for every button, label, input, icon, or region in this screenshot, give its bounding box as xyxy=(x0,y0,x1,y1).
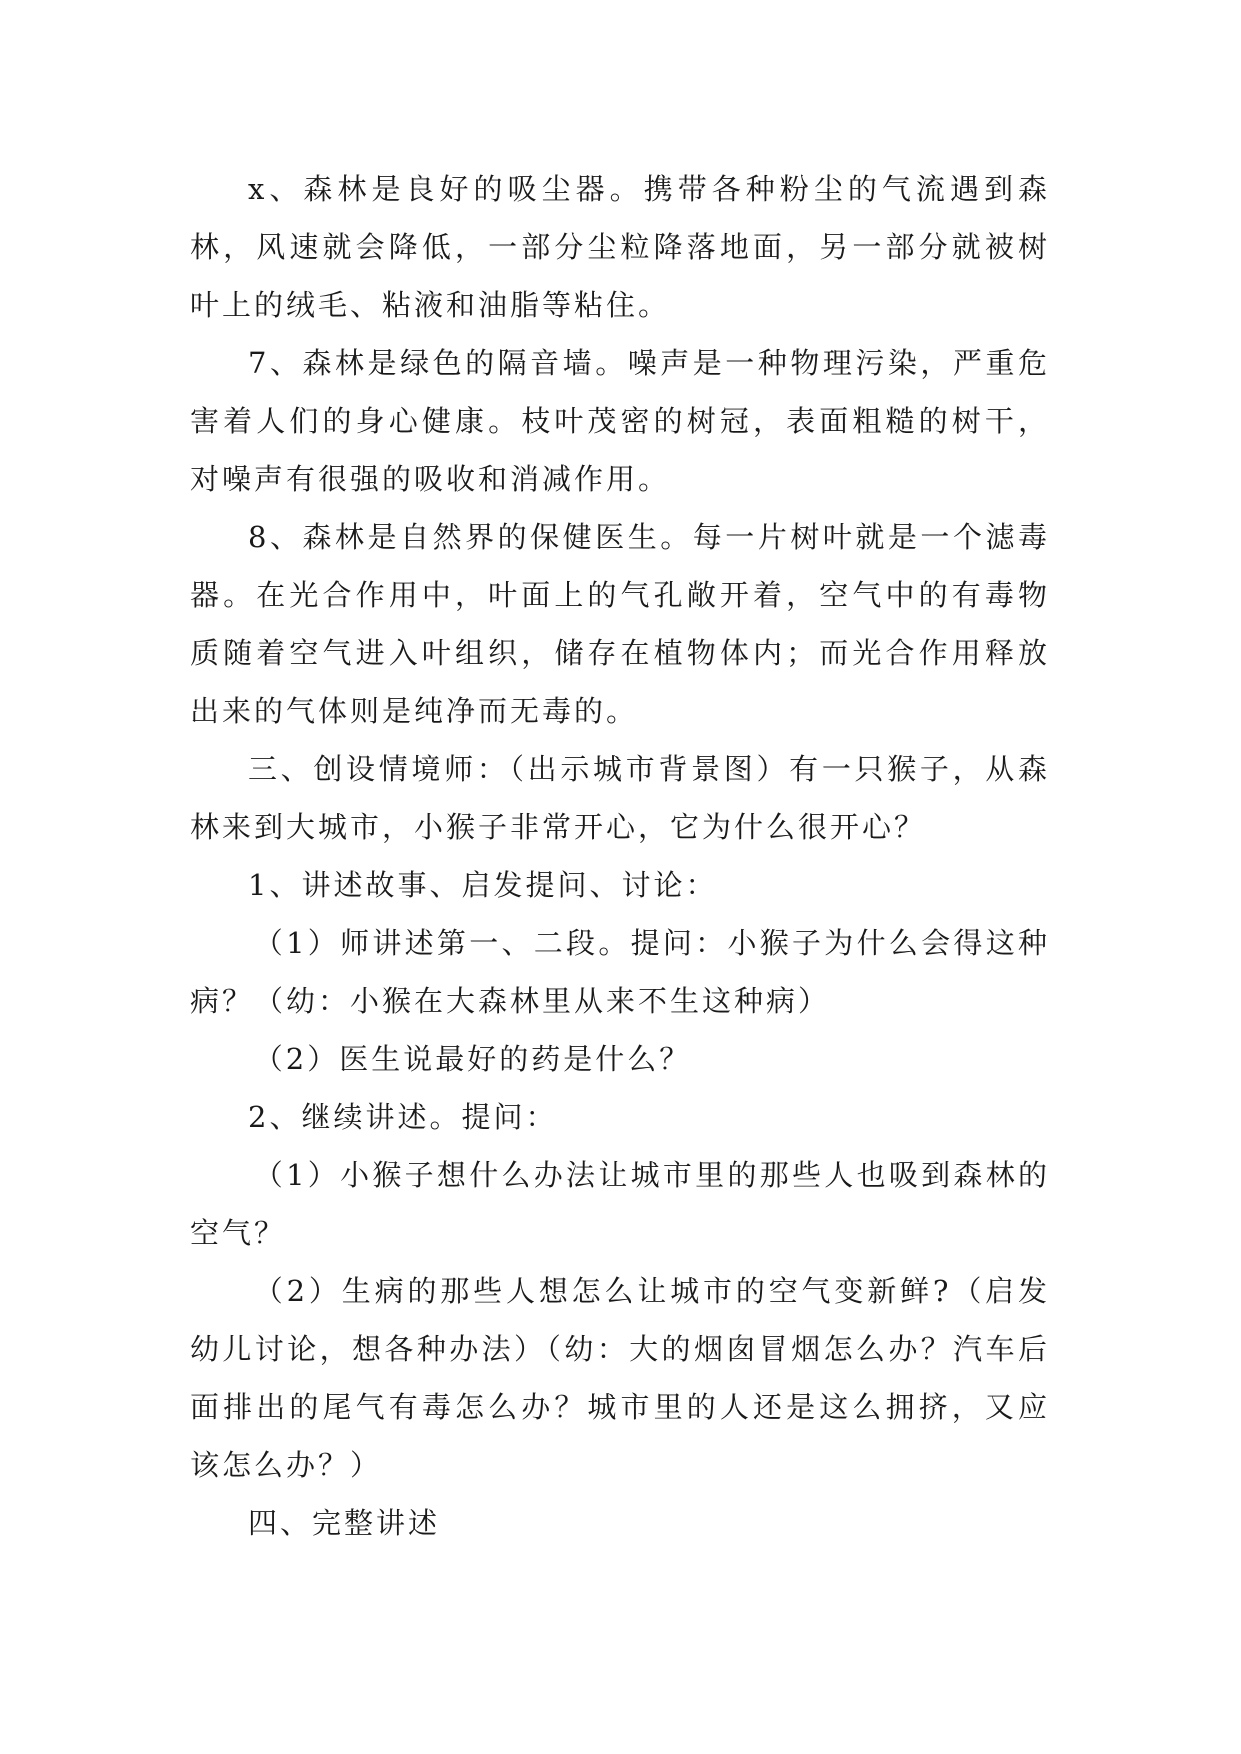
sub-item-question-3: （1）小猴子想什么办法让城市里的那些人也吸到森林的空气？ xyxy=(190,1158,1050,1250)
sub-item-question-1: （1）师讲述第一、二段。提问：小猴子为什么会得这种病？（幼：小猴在大森林里从来不生这种病） xyxy=(190,926,1050,1018)
list-item-continue: 2、继续讲述。提问： xyxy=(248,1100,558,1134)
section-heading-retell: 四、完整讲述 xyxy=(248,1506,441,1540)
list-item-story: 1、讲述故事、启发提问、讨论： xyxy=(248,868,718,902)
paragraph-sound-barrier: 7、森林是绿色的隔音墙。噪声是一种物理污染，严重危害着人们的身心健康。枝叶茂密的树冠，表面粗糙的树干，对噪声有很强的吸收和消减作用。 xyxy=(190,346,1050,496)
paragraph-dust-filter: x、森林是良好的吸尘器。携带各种粉尘的气流遇到森林，风速就会降低，一部分尘粒降落地面，另一部分就被树叶上的绒毛、粘液和油脂等粘住。 xyxy=(190,172,1050,322)
paragraph-health-doctor: 8、森林是自然界的保健医生。每一片树叶就是一个滤毒器。在光合作用中，叶面上的气孔敞开着，空气中的有毒物质随着空气进入叶组织，储存在植物体内；而光合作用释放出来的气体则是纯净而无毒的。 xyxy=(190,520,1050,728)
document-body xyxy=(190,160,1050,1552)
sub-item-question-4: （2）生病的那些人想怎么让城市的空气变新鲜?（启发幼儿讨论，想各种办法）（幼：大的烟囱冒烟怎么办？汽车后面排出的尾气有毒怎么办？城市里的人还是这么拥挤，又应该怎么办？） xyxy=(190,1274,1050,1482)
sub-item-question-2: （2）医生说最好的药是什么？ xyxy=(253,1042,692,1076)
section-heading-scenario: 三、创设情境师：（出示城市背景图）有一只猴子，从森林来到大城市，小猴子非常开心，它为什么很开心？ xyxy=(190,752,1050,844)
